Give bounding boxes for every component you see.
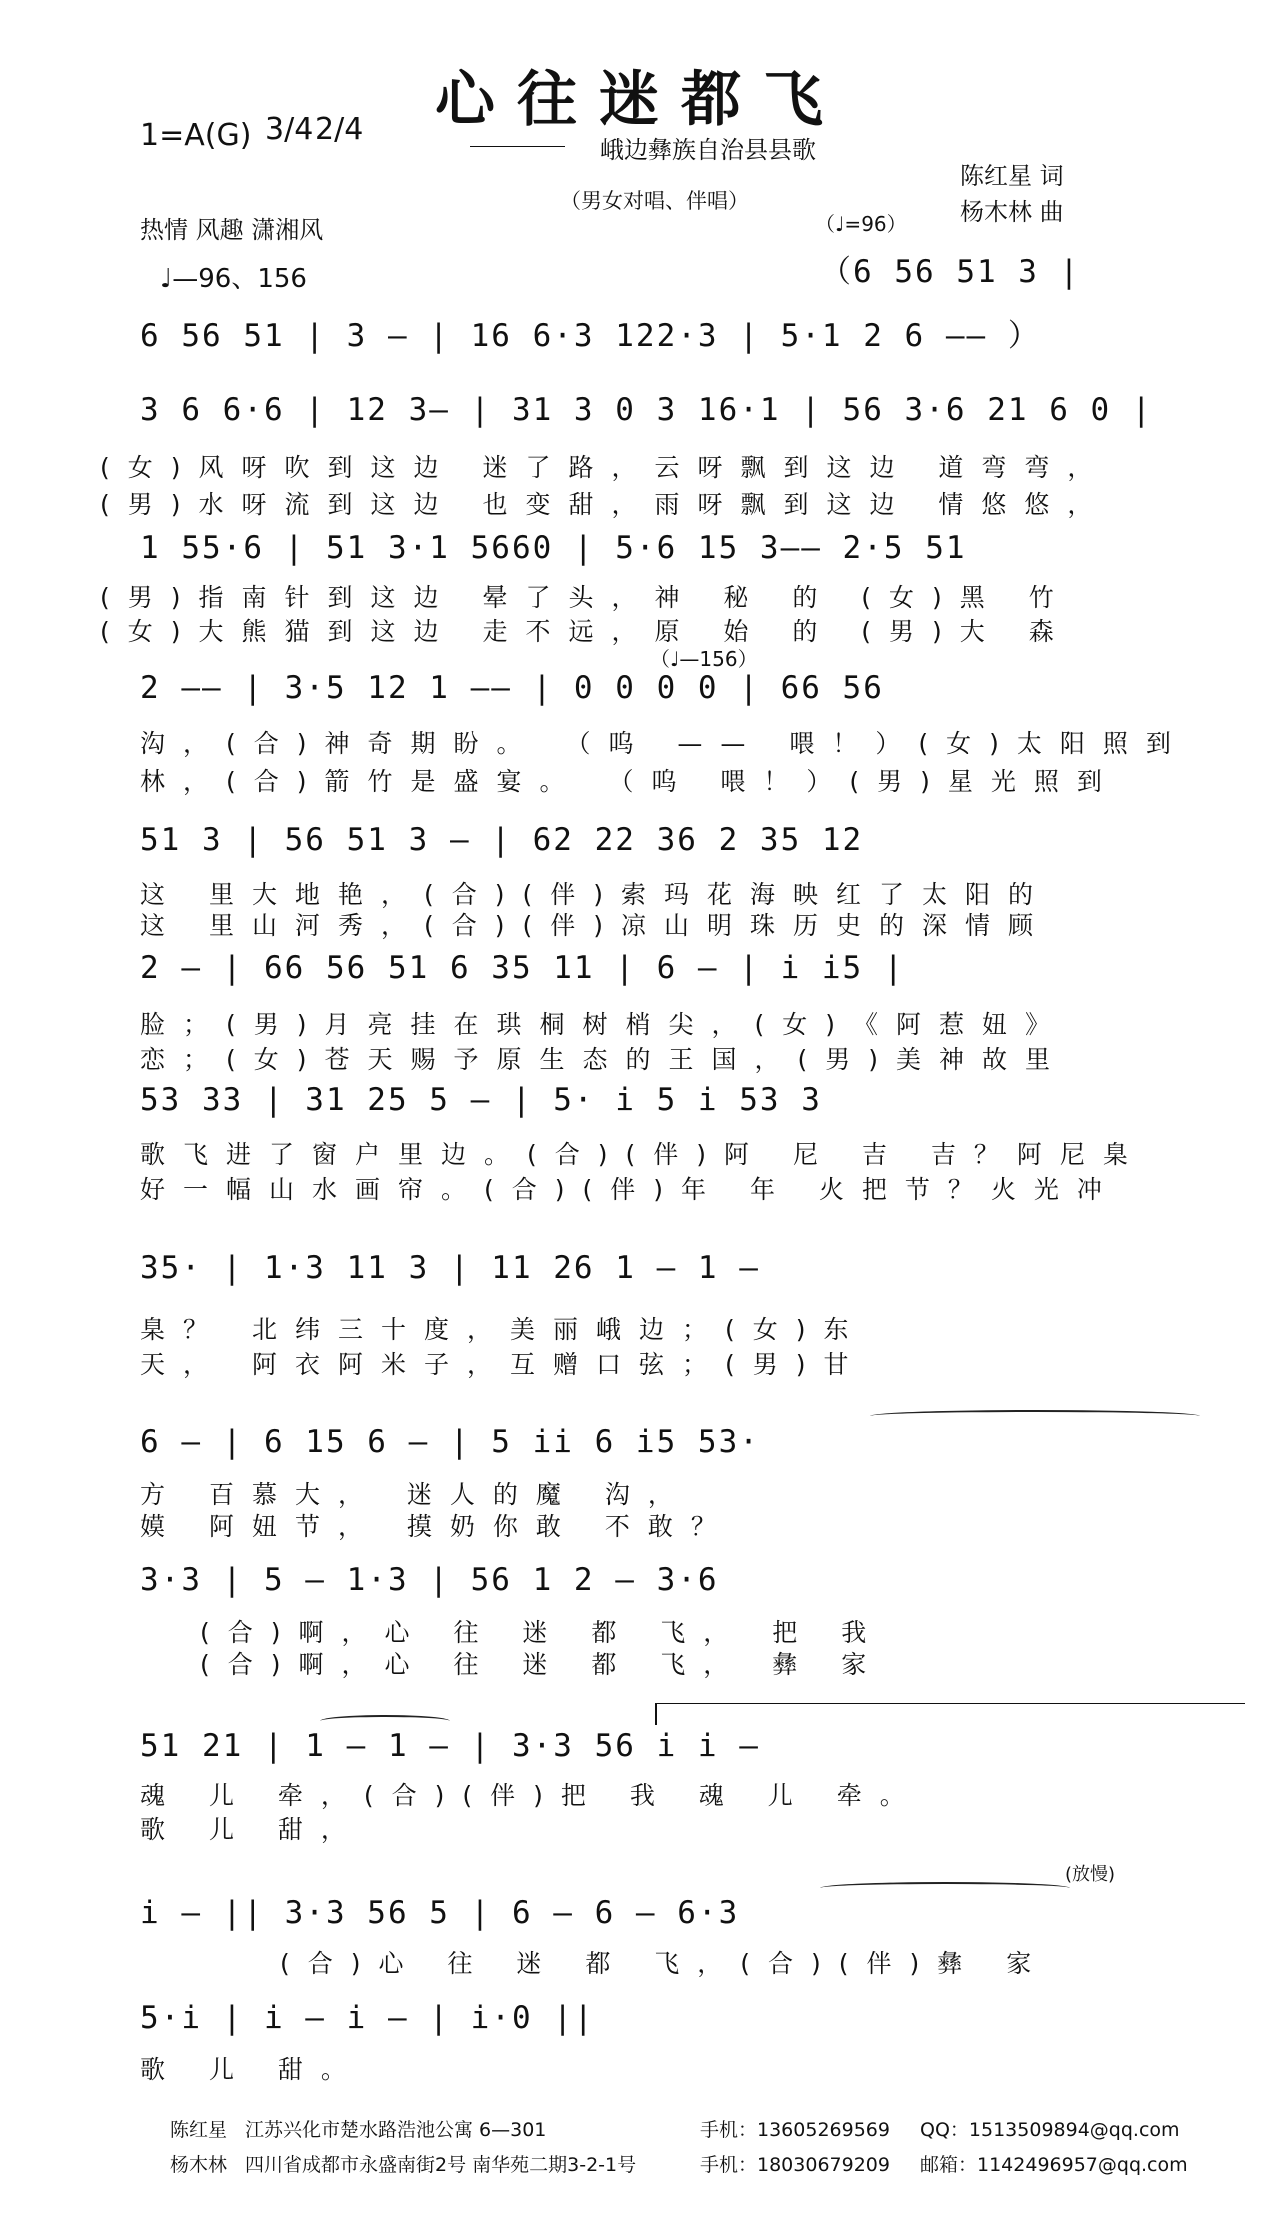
slur [320,1715,450,1727]
notation-line: 2 — | 66 56 51 6 35 11 | 6 — | i i5 | [140,950,905,986]
lyric-line: (女)风呀吹到这边 迷了路，云呀飘到这边 道弯弯， [100,453,1111,482]
lyric-line: (男)水呀流到这边 也变甜，雨呀飘到这边 情悠悠， [100,490,1111,519]
slur [870,1410,1200,1422]
notation-line: （6 56 51 3 | [820,254,1081,290]
lyricist: 陈红星 词 [960,162,1064,190]
lyric-line: 魂 儿 牵，(合)(伴)把 我 魂 儿 牵。 [140,1781,923,1810]
footer-lyricist-phone: 手机：13605269569 [700,2119,890,2141]
lyric-line: 沟，(合)神奇期盼。 （呜 —— 喂！）(女)太阳照到 [140,729,1189,758]
footer-composer-name: 杨木林 [170,2154,228,2176]
lyric-line: 方 百慕大， 迷人的魔 沟， [140,1480,691,1509]
style-marking: 热情 风趣 潇湘风 [140,216,324,244]
notation-line: 35· | 1·3 11 3 | 11 26 1 — 1 — [140,1250,760,1286]
notation-line: 3·3 | 5 — 1·3 | 56 1 2 — 3·6 [140,1562,719,1598]
footer-composer-phone: 手机：18030679209 [700,2154,890,2176]
footer-lyricist-qq: QQ：1513509894@qq.com [920,2119,1180,2141]
lyric-line: 歌 儿 甜。 [140,2055,364,2084]
intro-tempo: （♩=96） [815,212,907,236]
volta-bracket [655,1703,1245,1704]
lyric-line: 这 里大地艳，(合)(伴)索玛花海映红了太阳的 [140,880,1051,909]
composer: 杨木林 曲 [960,198,1064,226]
notation-line: 5·i | i — i — | i·0 || [140,2000,595,2036]
performance-note: （男女对唱、伴唱） [560,189,749,213]
lyric-line: 脸；(男)月亮挂在珙桐树梢尖，(女)《阿惹妞》 [140,1010,1069,1039]
ritardando-marking: (放慢) [1065,1864,1116,1885]
footer-composer-email: 邮箱：1142496957@qq.com [920,2154,1188,2176]
slur [820,1882,1070,1894]
notation-line: 6 56 51 | 3 — | 16 6·3 122·3 | 5·1 2 6 —— ） [140,318,1041,354]
tempo-change: （♩—156） [650,647,758,671]
time-signature-1: 3/4 [265,112,314,147]
subtitle: 峨边彝族自治县县歌 [600,136,816,164]
lyric-line: 好一幅山水画帘。(合)(伴)年 年 火把节？火光冲 [140,1175,1120,1204]
time-signature-2: 2/4 [315,112,364,147]
notation-line: 6 — | 6 15 6 — | 5 ii 6 i5 53· [140,1424,760,1460]
notation-line: 2 —— | 3·5 12 1 —— | 0 0 0 0 | 66 56 [140,670,884,706]
lyric-line: (合)啊，心 往 迷 都 飞， 把 我 [200,1618,885,1647]
lyric-line: 臬？ 北纬三十度，美丽峨边；(女)东 [140,1315,867,1344]
lyric-line: (男)指南针到这边 晕了头，神 秘 的 (女)黑 竹 [100,583,1072,612]
volta-bracket-end [655,1703,657,1725]
footer-lyricist-address: 江苏兴化市楚水路浩池公寓 6—301 [245,2119,547,2141]
footer-lyricist-name: 陈红星 [170,2119,228,2141]
notation-line: 3 6 6·6 | 12 3— | 31 3 0 3 16·1 | 56 3·6 21 6 0 | [140,392,1153,428]
notation-line: i — || 3·3 56 5 | 6 — 6 — 6·3 [140,1895,740,1931]
key-signature: 1=A(G) [140,118,252,153]
lyric-line: 恋；(女)苍天赐予原生态的王国，(男)美神故里 [140,1045,1069,1074]
notation-line: 1 55·6 | 51 3·1 5660 | 5·6 15 3—— 2·5 51 [140,530,967,566]
notation-line: 51 21 | 1 — 1 — | 3·3 56 i i — [140,1728,760,1764]
tempo-marking: ♩—96、156 [160,264,307,294]
lyric-line: 这 里山河秀，(合)(伴)凉山明珠历史的深情顾 [140,911,1051,940]
lyric-line: 林，(合)箭竹是盛宴。 （呜 喂！）(男)星光照到 [140,767,1120,796]
footer-composer-address: 四川省成都市永盛南街2号 南华苑二期3-2-1号 [245,2154,637,2176]
lyric-line: (女)大熊猫到这边 走不远，原 始 的 (男)大 森 [100,617,1072,646]
lyric-line: 天， 阿衣阿米子，互赠口弦；(男)甘 [140,1350,867,1379]
notation-line: 51 3 | 56 51 3 — | 62 22 36 2 35 12 [140,822,864,858]
lyric-line: 歌 儿 甜， [140,1815,364,1844]
lyric-line: (合)心 往 迷 都 飞，(合)(伴)彝 家 [280,1949,1050,1978]
lyric-line: 嫫 阿妞节， 摸奶你敢 不敢？ [140,1512,734,1541]
lyric-line: 歌飞进了窗户里边。(合)(伴)阿 尼 吉 吉？阿尼臬 [140,1140,1146,1169]
subtitle-rule [470,146,565,147]
song-title: 心往迷都飞 [435,65,845,135]
notation-line: 53 33 | 31 25 5 — | 5· i 5 i 53 3 [140,1082,822,1118]
lyric-line: (合)啊，心 往 迷 都 飞， 彝 家 [200,1650,885,1679]
